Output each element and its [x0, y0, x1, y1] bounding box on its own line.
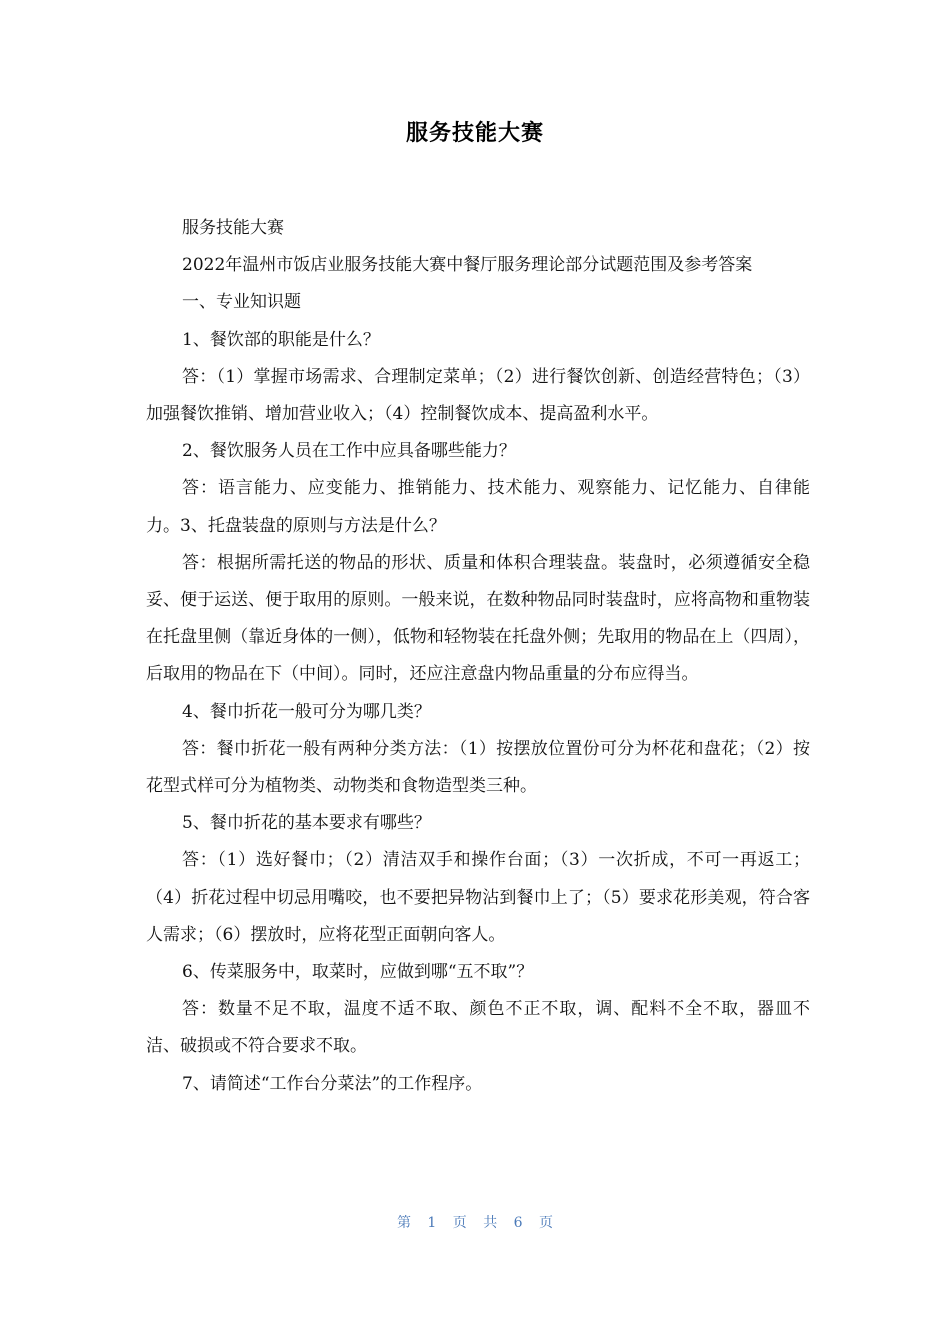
- answer-2: 答：语言能力、应变能力、推销能力、技术能力、观察能力、记忆能力、自律能力。3、托盘装盘的原则与方法是什么？: [146, 478, 810, 536]
- page-footer: 第 1 页 共 6 页: [396, 1215, 554, 1231]
- section-heading: 一、专业知识题: [182, 292, 301, 313]
- answer-4: 答：餐巾折花一般有两种分类方法：（1）按摆放位置份可分为杯花和盘花；（2）按花型式样可分为植物类、动物类和食物造型类三种。: [146, 738, 810, 797]
- question-2: 2、餐饮服务人员在工作中应具备哪些能力？: [182, 441, 516, 462]
- question-1: 1、餐饮部的职能是什么？: [182, 329, 380, 350]
- document-body: [146, 210, 810, 1103]
- paragraph-subtitle: 服务技能大赛: [182, 218, 284, 238]
- document-title: 服务技能大赛: [405, 121, 544, 146]
- question-4: 4、餐巾折花一般可分为哪几类？: [182, 701, 431, 722]
- question-5: 5、餐巾折花的基本要求有哪些？: [182, 813, 431, 834]
- answer-5: 答：（1）选好餐巾；（2）清洁双手和操作台面；（3）一次折成，不可一再返工；（4）折花过程中切忌用嘴咬，也不要把异物沾到餐巾上了；（5）要求花形美观，符合客人需求；（6）摆放时，应将花型正面朝向客人。: [146, 850, 810, 945]
- paragraph-intro: 2022年温州市饭店业服务技能大赛中餐厅服务理论部分试题范围及参考答案: [182, 255, 753, 276]
- answer-1: 答：（1）掌握市场需求、合理制定菜单；（2）进行餐饮创新、创造经营特色；（3）加强餐饮推销、增加营业收入；（4）控制餐饮成本、提高盈利水平。: [146, 366, 810, 425]
- answer-6: 答：数量不足不取，温度不适不取、颜色不正不取，调、配料不全不取，器皿不洁、破损或不符合要求不取。: [146, 999, 810, 1057]
- answer-3: 答：根据所需托送的物品的形状、质量和体积合理装盘。装盘时，必须遵循安全稳妥、便于运送、便于取用的原则。一般来说，在数种物品同时装盘时，应将高物和重物装在托盘里侧（靠近身体的一侧），低物和轻物装在托盘外侧；先取用的物品在上（四周），后取用的物品在下（中间）。同时，还应注意盘内物品重量的分布应得当。: [146, 552, 810, 685]
- question-6: 6、传菜服务中，取菜时，应做到哪“五不取”？: [182, 962, 534, 983]
- question-7: 7、请简述“工作台分菜法”的工作程序。: [182, 1073, 483, 1094]
